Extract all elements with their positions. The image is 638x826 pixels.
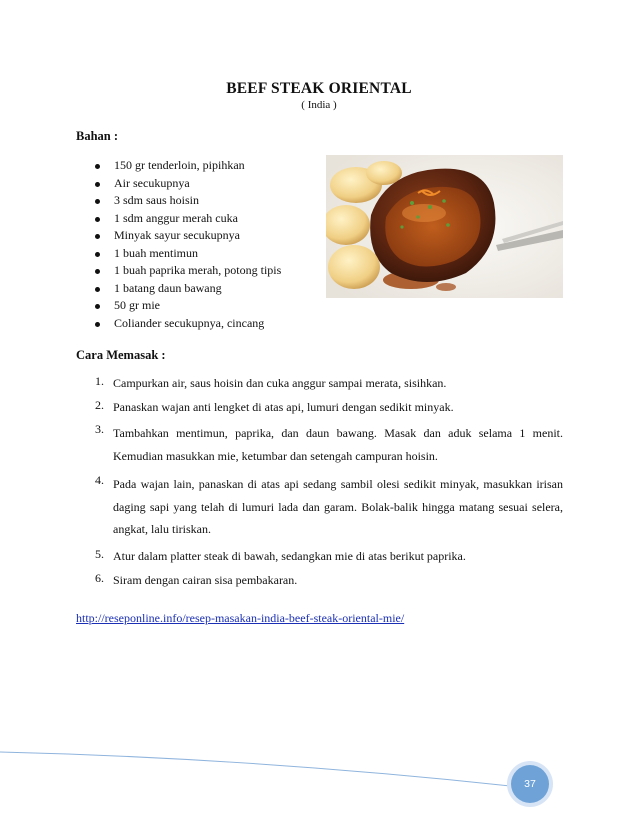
ingredient-text: 150 gr tenderloin, pipihkan	[114, 158, 245, 172]
ingredient-text: Coliander secukupnya, cincang	[114, 315, 265, 330]
page-number: 37	[511, 765, 549, 803]
ingredients-heading: Bahan :	[76, 129, 119, 143]
step-number: 1.	[95, 374, 104, 388]
step-number: 2.	[95, 398, 104, 412]
step-text: Campurkan air, saus hoisin dan cuka anggur sampai merata, sisihkan.	[113, 376, 447, 390]
step-text: Atur dalam platter steak di bawah, sedangkan mie di atas berikut paprika.	[113, 548, 466, 563]
ingredient-text: Air secukupnya	[114, 175, 190, 190]
step-text: Siram dengan cairan sisa pembakaran.	[113, 572, 298, 587]
step-text: Pada wajan lain, panaskan di atas api sedang sambil olesi sedikit minyak, masukkan irisan daging sapi yang telah di lumuri lada dan garam. Bolak-balik hingga matang sesuai selera, angkat, lalu tiriskan.	[113, 477, 563, 536]
recipe-origin: ( India )	[301, 99, 337, 111]
step-number: 3.	[95, 422, 104, 436]
ingredient-text: 3 sdm saus hoisin	[114, 193, 200, 207]
step-text: Panaskan wajan anti lengket di atas api, lumuri dengan sedikit minyak.	[113, 400, 454, 414]
ingredient-text: 50 gr mie	[114, 298, 160, 312]
ingredient-text: Minyak sayur secukupnya	[114, 228, 240, 242]
ingredient-text: 1 sdm anggur merah cuka	[114, 210, 238, 225]
page-number-badge	[507, 761, 553, 807]
step-number: 5.	[95, 546, 104, 561]
step-number: 6.	[95, 570, 104, 585]
step-text: Tambahkan mentimun, paprika, dan daun bawang. Masak dan aduk selama 1 menit. Kemudian masukkan mie, ketumbar dan setengah campuran hoisin.	[113, 426, 563, 463]
ingredient-text: 1 batang daun bawang	[114, 280, 222, 295]
ingredient-text: 1 buah mentimun	[114, 245, 198, 260]
step-number: 4.	[95, 473, 104, 487]
method-heading: Cara Memasak :	[76, 348, 166, 362]
recipe-title: BEEF STEAK ORIENTAL	[226, 80, 412, 97]
ingredient-text: 1 buah paprika merah, potong tipis	[114, 263, 282, 277]
source-link[interactable]: http://reseponline.info/resep-masakan-india-beef-steak-oriental-mie/	[76, 611, 405, 625]
